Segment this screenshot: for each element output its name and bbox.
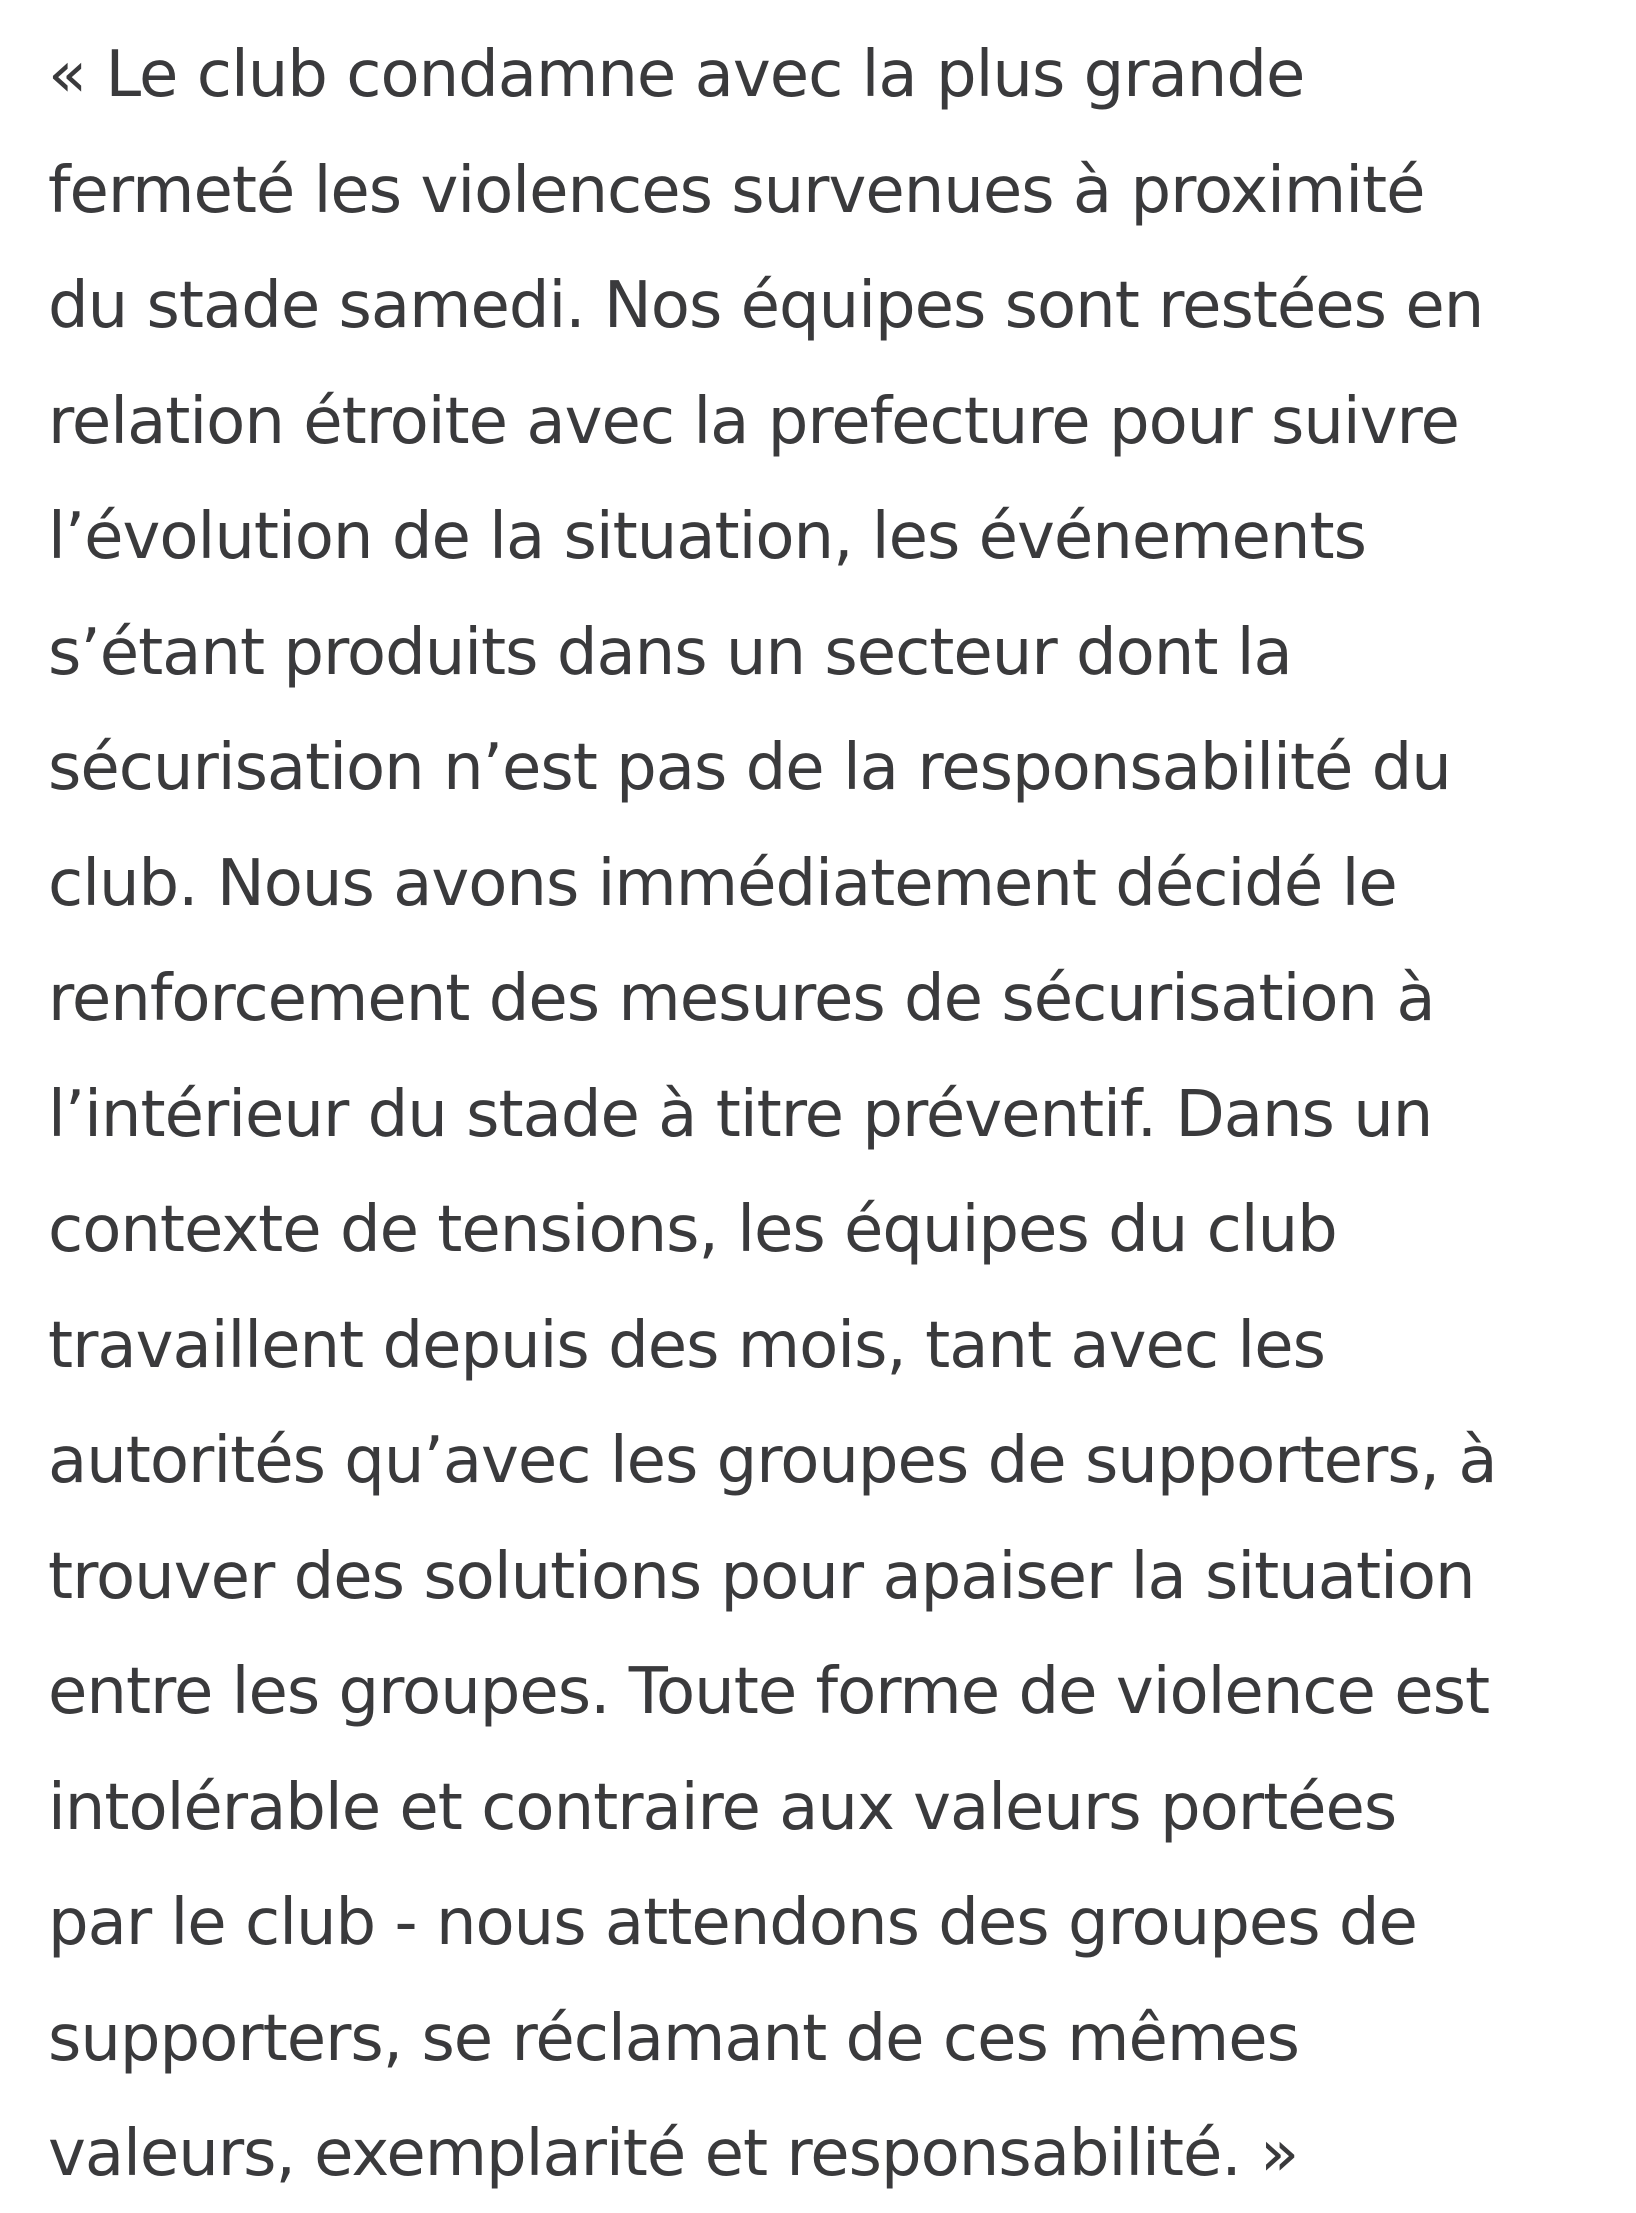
- quote-text: [48, 18, 1608, 2213]
- quote-line-16: intolérable et contraire aux valeurs portées: [48, 1770, 1397, 1845]
- quote-line-18: supporters, se réclamant de ces mêmes: [48, 2001, 1299, 2076]
- quote-line-9: renforcement des mesures de sécurisation à: [48, 962, 1435, 1036]
- quote-line-10: l’intérieur du stade à titre préventif. Dans un: [48, 1077, 1433, 1152]
- quote-line-7: sécurisation n’est pas de la responsabilité du: [48, 731, 1451, 805]
- quote-line-1: « Le club condamne avec la plus grande: [48, 38, 1305, 112]
- quote-line-19: valeurs, exemplarité et responsabilité. »: [48, 2117, 1299, 2191]
- quote-line-3: du stade samedi. Nos équipes sont restées en: [48, 269, 1484, 343]
- quote-line-14: trouver des solutions pour apaiser la situation: [48, 1539, 1475, 1614]
- quote-line-15: entre les groupes. Toute forme de violence est: [48, 1655, 1490, 1729]
- quote-line-17: par le club - nous attendons des groupes de: [48, 1886, 1417, 1960]
- quote-line-6: s’étant produits dans un secteur dont la: [48, 615, 1292, 690]
- quote-line-8: club. Nous avons immédiatement décidé le: [48, 846, 1397, 921]
- quote-line-2: fermeté les violences survenues à proximité: [48, 153, 1425, 228]
- quote-line-12: travaillent depuis des mois, tant avec les: [48, 1308, 1325, 1383]
- quote-line-5: l’évolution de la situation, les événements: [48, 500, 1366, 574]
- quote-line-4: relation étroite avec la prefecture pour suivre: [48, 384, 1459, 459]
- quote-line-13: autorités qu’avec les groupes de supporters, à: [48, 1424, 1497, 1498]
- quote-line-11: contexte de tensions, les équipes du club: [48, 1193, 1337, 1267]
